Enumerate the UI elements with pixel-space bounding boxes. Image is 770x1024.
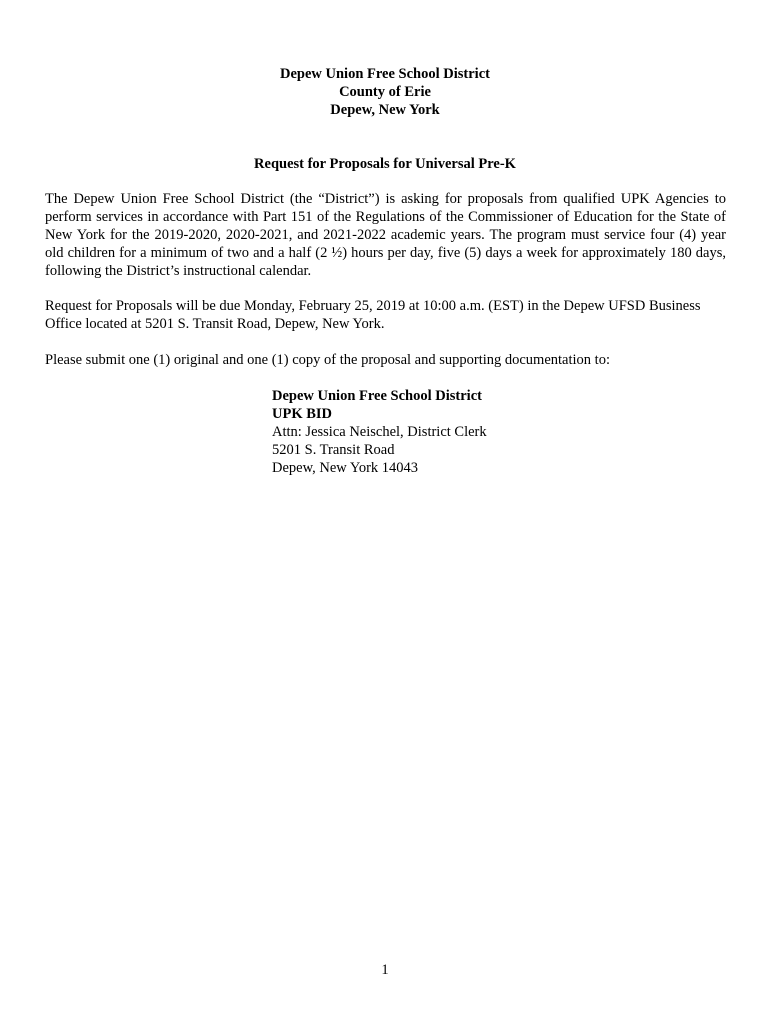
- paragraph-proposal-description: The Depew Union Free School District (the “District”) is asking for proposals from qualified UPK Agencies to perform services in accordance with Part 151 of the Regulations of the Commissioner of Education for the State of New York for the 2019-2020, 2020-2021, and 2021-2022 academic years. The program must service four (4) year old children for a minimum of two and a half (2 ½) hours per day, five (5) days a week for approximately 180 days, following the District’s instructional calendar.: [45, 191, 726, 279]
- header-county: County of Erie: [339, 84, 431, 100]
- page-number: 1: [381, 962, 389, 978]
- paragraph-due-date: Request for Proposals will be due Monday, February 25, 2019 at 10:00 a.m. (EST) in the Depew UFSD Business Office located at 5201 S. Transit Road, Depew, New York.: [45, 298, 701, 332]
- document-header: [0, 65, 770, 119]
- address-street: 5201 S. Transit Road: [272, 442, 395, 458]
- address-city-zip: Depew, New York 14043: [272, 460, 419, 476]
- document-title: Request for Proposals for Universal Pre-K: [254, 156, 516, 172]
- paragraph-submission-instructions: Please submit one (1) original and one (1) copy of the proposal and supporting documentation to:: [45, 352, 610, 368]
- header-district-name: Depew Union Free School District: [280, 66, 490, 82]
- header-location: Depew, New York: [330, 102, 440, 118]
- address-bid-label: UPK BID: [272, 406, 333, 422]
- mailing-address: [272, 387, 487, 477]
- address-district-name: Depew Union Free School District: [272, 388, 482, 404]
- address-attention: Attn: Jessica Neischel, District Clerk: [272, 424, 487, 440]
